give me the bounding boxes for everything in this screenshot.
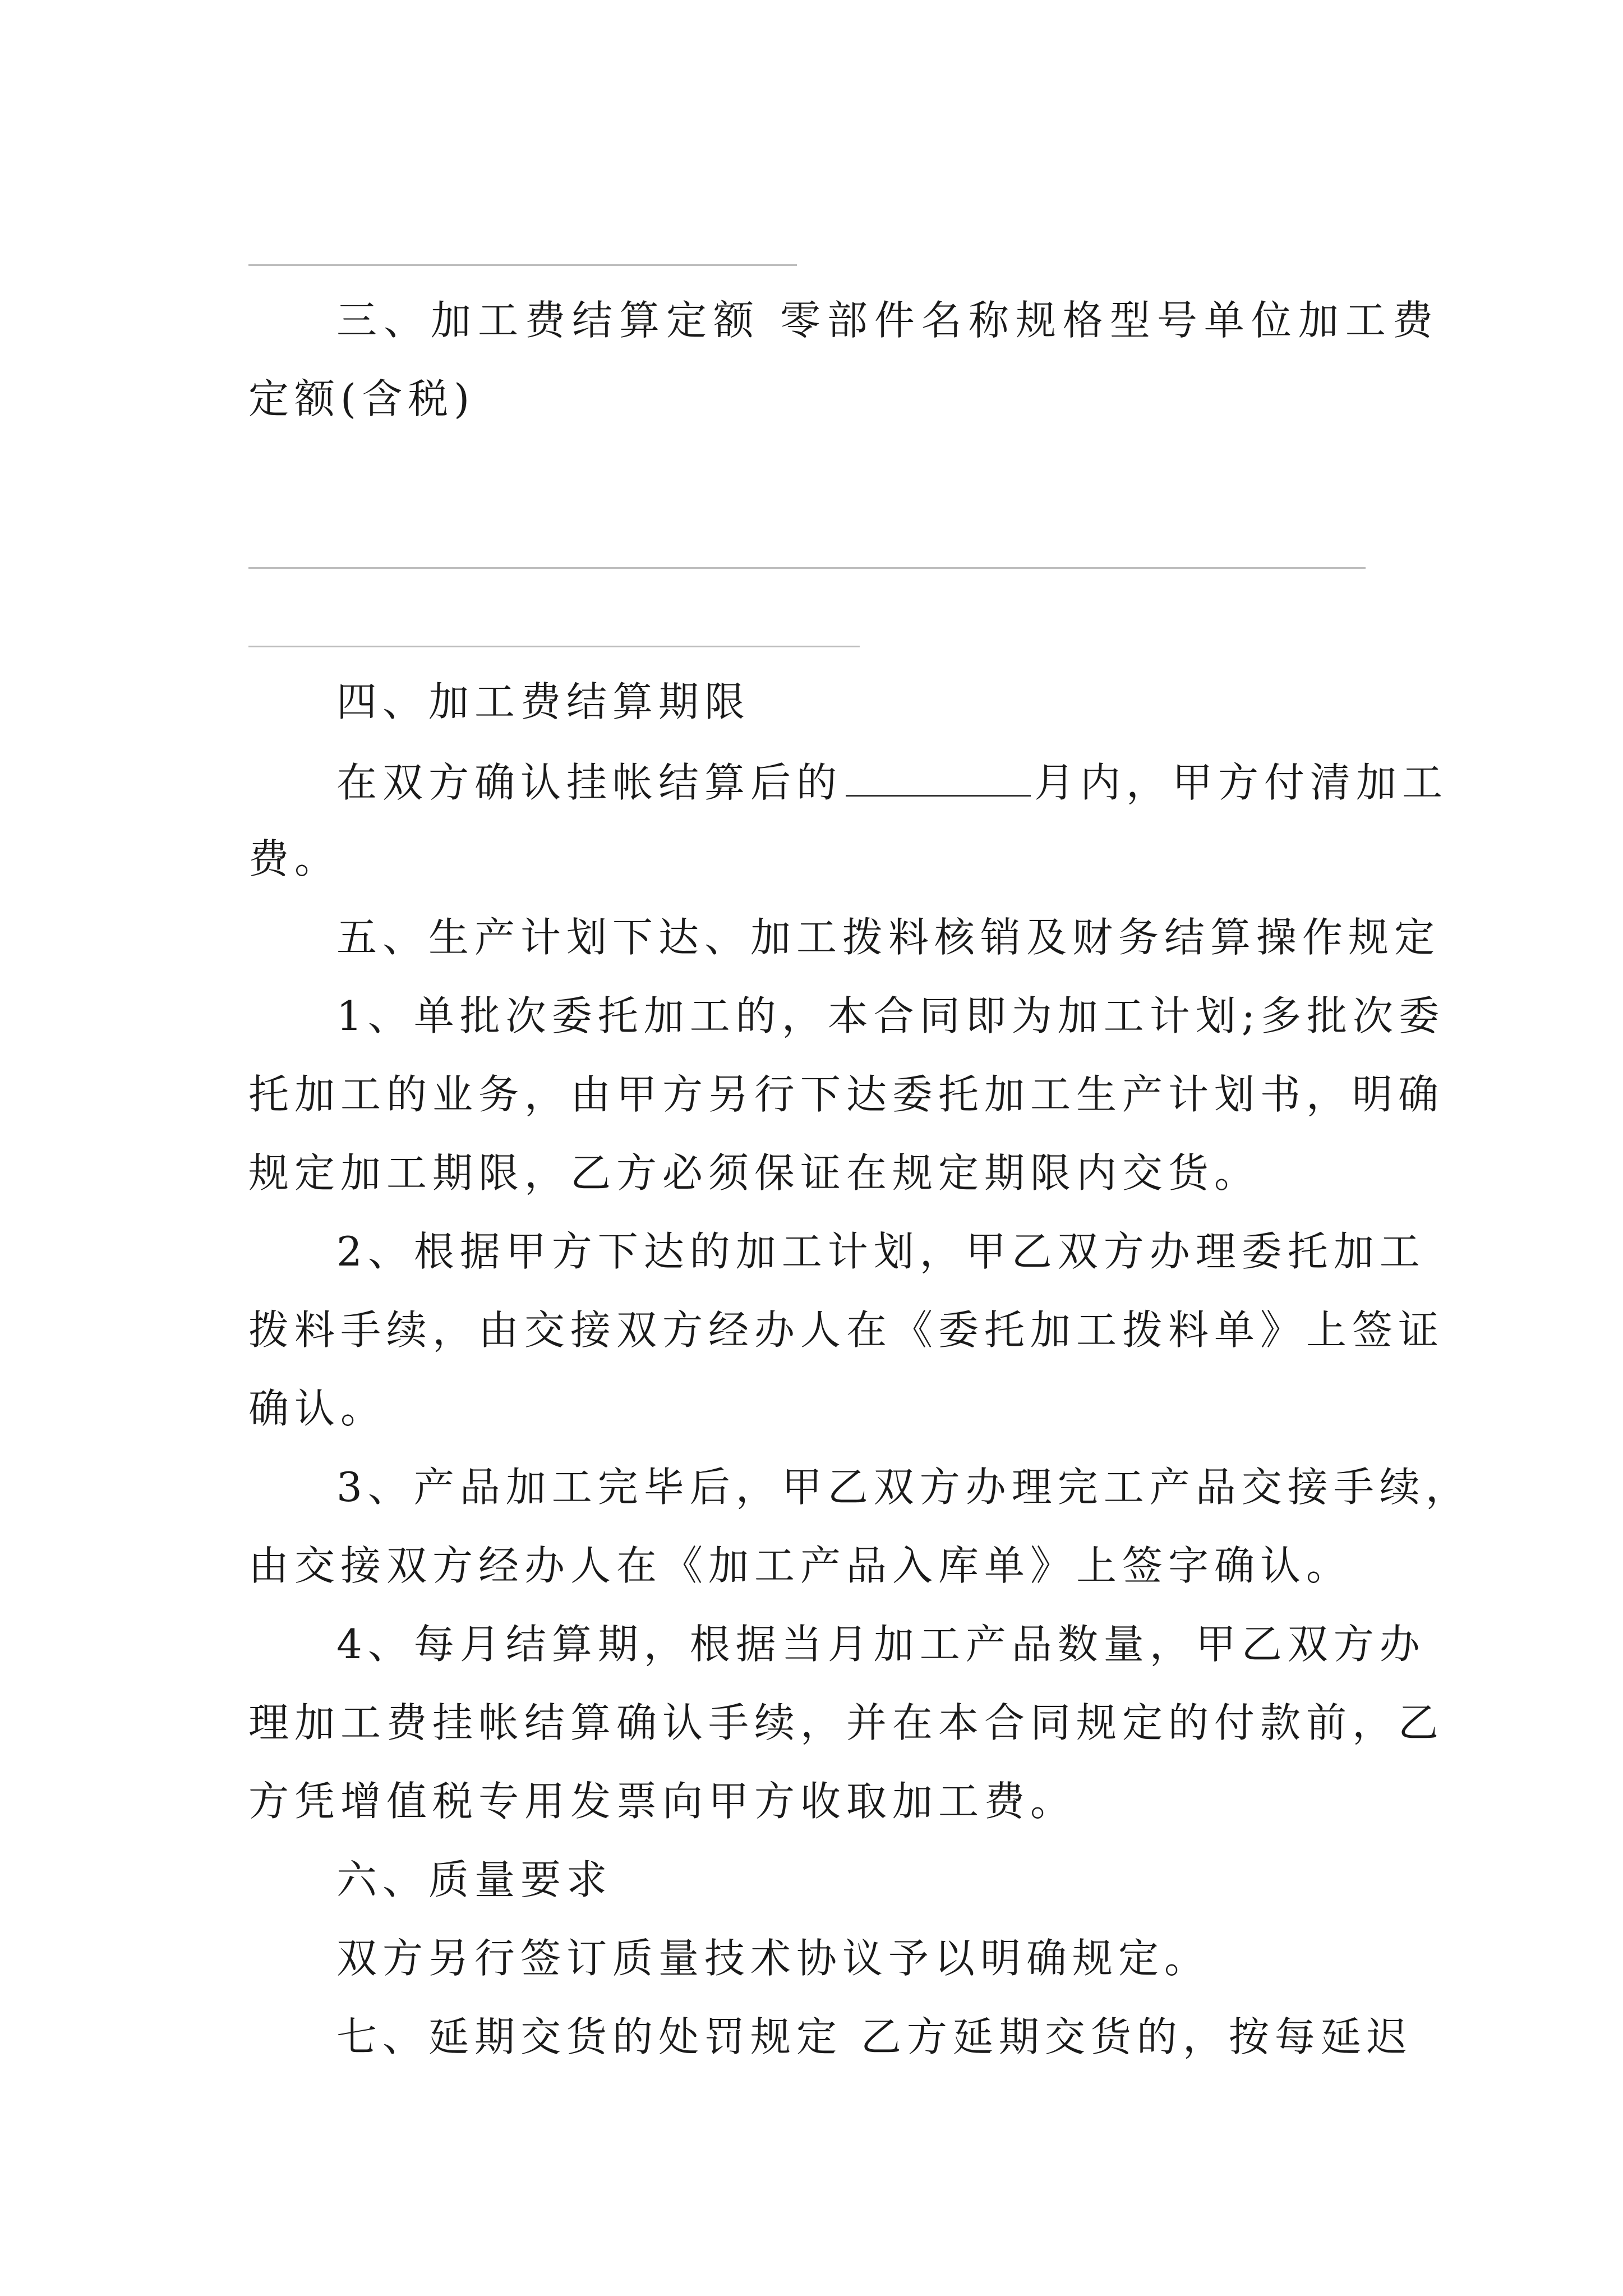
section-6-heading: 六、质量要求 (336, 1856, 613, 1903)
item-2-line-3: 确认。 (248, 1385, 387, 1432)
item-4-line-2: 理加工费挂帐结算确认手续，并在本合同规定的付款前，乙 (248, 1699, 1445, 1746)
section-4-text-before-blank: 在双方确认挂帐结算后的 (336, 759, 843, 806)
item-2-line-2: 拨料手续，由交接双方经办人在《委托加工拨料单》上签证 (248, 1306, 1445, 1354)
fill-in-blank-months[interactable] (846, 760, 1031, 797)
section-4-paragraph (336, 759, 1449, 806)
section-5-heading: 五、生产计划下达、加工拨料核销及财务结算操作规定 (336, 914, 1441, 961)
item-2-line-1: 2、根据甲方下达的加工计划，甲乙双方办理委托加工 (336, 1228, 1426, 1275)
table-rule-bottom (248, 646, 860, 647)
item-1-line-3: 规定加工期限，乙方必须保证在规定期限内交货。 (248, 1149, 1261, 1197)
section-4-text-after-blank: 月内，甲方付清加工 (1034, 759, 1449, 806)
section-3-heading-continued: 定额(含税) (248, 375, 476, 422)
section-7-heading: 七、延期交货的处罚规定 乙方延期交货的，按每延迟 (336, 2013, 1413, 2060)
item-1-line-1: 1、单批次委托加工的，本合同即为加工计划;多批次委 (336, 992, 1445, 1039)
section-6-paragraph: 双方另行签订质量技术协议予以明确规定。 (336, 1935, 1211, 1982)
section-4-heading: 四、加工费结算期限 (336, 678, 751, 725)
table-rule-middle (248, 567, 1366, 569)
section-4-paragraph-continued: 费。 (248, 835, 341, 882)
item-4-line-3: 方凭增值税专用发票向甲方收取加工费。 (248, 1778, 1077, 1825)
item-3-line-1: 3、产品加工完毕后，甲乙双方办理完工产品交接手续， (336, 1464, 1472, 1511)
table-rule-top (248, 264, 797, 266)
section-3-heading: 三、加工费结算定额 零部件名称规格型号单位加工费 (336, 297, 1440, 344)
item-3-line-2: 由交接双方经办人在《加工产品入库单》上签字确认。 (248, 1542, 1353, 1589)
item-4-line-1: 4、每月结算期，根据当月加工产品数量，甲乙双方办 (336, 1621, 1426, 1668)
item-1-line-2: 托加工的业务，由甲方另行下达委托加工生产计划书，明确 (248, 1071, 1445, 1118)
